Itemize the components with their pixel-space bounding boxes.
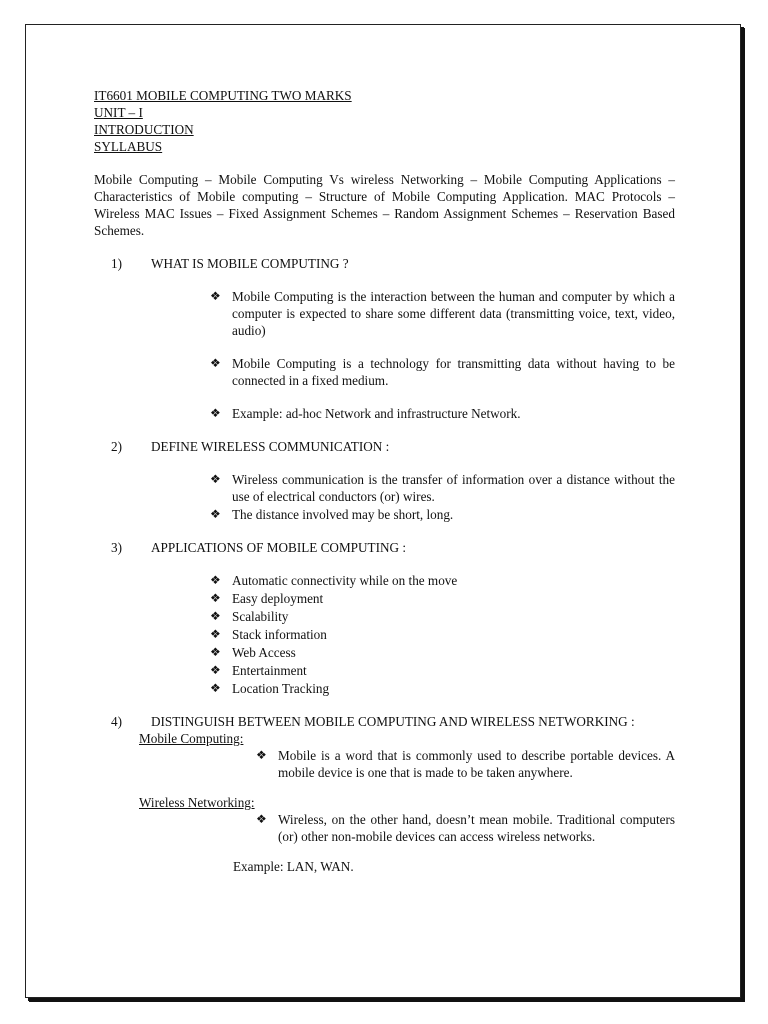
answer-text: Stack information: [232, 627, 327, 642]
document-body: [94, 87, 675, 875]
answer-text: Automatic connectivity while on the move: [232, 573, 458, 588]
list-item: [210, 288, 675, 339]
diamond-bullet-icon: ❖: [256, 748, 267, 762]
question-number: 2): [111, 439, 122, 454]
diamond-bullet-icon: ❖: [210, 681, 221, 695]
wireless-networking-answers: [256, 811, 675, 845]
example-text: Example: LAN, WAN.: [233, 859, 354, 875]
diamond-bullet-icon: ❖: [210, 507, 221, 521]
question-2-answers: [210, 471, 675, 523]
list-item: [256, 747, 675, 781]
list-item: [210, 355, 675, 389]
list-item: [256, 811, 675, 845]
list-item: [210, 471, 675, 505]
mobile-computing-label: Mobile Computing:: [139, 731, 244, 746]
question-title: APPLICATIONS OF MOBILE COMPUTING :: [151, 540, 406, 555]
answer-text: Web Access: [232, 645, 296, 660]
list-item: [210, 572, 675, 589]
mobile-computing-answers: [256, 747, 675, 781]
question-3: [94, 539, 675, 556]
answer-text: Easy deployment: [232, 591, 324, 606]
answer-text: Location Tracking: [232, 681, 330, 696]
list-item: [210, 680, 675, 697]
answer-text: Example: ad-hoc Network and infrastructure Network.: [232, 406, 521, 421]
syllabus-heading: SYLLABUS: [94, 139, 163, 154]
question-2: [94, 438, 675, 455]
question-number: 4): [111, 714, 122, 729]
diamond-bullet-icon: ❖: [210, 406, 221, 420]
answer-text: Wireless communication is the transfer of information over a distance without the use of electrical conductors (or) wires.: [232, 472, 675, 504]
question-4: [94, 713, 675, 730]
question-title: WHAT IS MOBILE COMPUTING ?: [151, 256, 349, 271]
answer-text: Mobile Computing is the interaction between the human and computer by which a computer is expected to share some different data (transmitting voice, text, video, audio): [232, 289, 675, 338]
question-1: [94, 255, 675, 272]
diamond-bullet-icon: ❖: [210, 356, 221, 370]
diamond-bullet-icon: ❖: [210, 573, 221, 587]
answer-text: Wireless, on the other hand, doesn’t mean mobile. Traditional computers (or) other non-mobile devices can access wireless networks.: [278, 812, 675, 845]
diamond-bullet-icon: ❖: [210, 663, 221, 677]
answer-text: The distance involved may be short, long.: [232, 507, 454, 522]
diamond-bullet-icon: ❖: [210, 289, 221, 303]
document-title: IT6601 MOBILE COMPUTING TWO MARKS: [94, 88, 352, 103]
list-item: [210, 590, 675, 607]
list-item: [210, 405, 675, 422]
wireless-networking-label: Wireless Networking:: [139, 795, 255, 811]
answer-text: Scalability: [232, 609, 289, 624]
question-title: DEFINE WIRELESS COMMUNICATION :: [151, 439, 390, 454]
list-item: [210, 644, 675, 661]
question-title: DISTINGUISH BETWEEN MOBILE COMPUTING AND WIRELESS NETWORKING :: [151, 714, 635, 729]
diamond-bullet-icon: ❖: [210, 645, 221, 659]
diamond-bullet-icon: ❖: [210, 609, 221, 623]
list-item: [210, 506, 675, 523]
answer-text: Mobile is a word that is commonly used to describe portable devices. A mobile device is one that is made to be taken anywhere.: [278, 748, 675, 780]
unit-heading: UNIT – I: [94, 105, 143, 120]
question-number: 3): [111, 540, 122, 555]
list-item: [210, 608, 675, 625]
syllabus-text: Mobile Computing – Mobile Computing Vs wireless Networking – Mobile Computing Applications – Characteristics of Mobile computing – Structure of Mobile Computing Application. MAC Protocols – Wireless MAC Issues – Fixed Assignment Schemes – Random Assignment Schemes – Reservation Based Schemes.: [94, 172, 675, 238]
diamond-bullet-icon: ❖: [256, 812, 267, 827]
diamond-bullet-icon: ❖: [210, 627, 221, 641]
answer-text: Entertainment: [232, 663, 307, 678]
question-number: 1): [111, 256, 122, 271]
question-1-answers: [210, 288, 675, 422]
answer-text: Mobile Computing is a technology for transmitting data without having to be connected in a fixed medium.: [232, 356, 675, 388]
question-3-answers: [210, 572, 675, 697]
diamond-bullet-icon: ❖: [210, 591, 221, 605]
section-heading: INTRODUCTION: [94, 122, 194, 137]
diamond-bullet-icon: ❖: [210, 472, 221, 486]
list-item: [210, 662, 675, 679]
list-item: [210, 626, 675, 643]
